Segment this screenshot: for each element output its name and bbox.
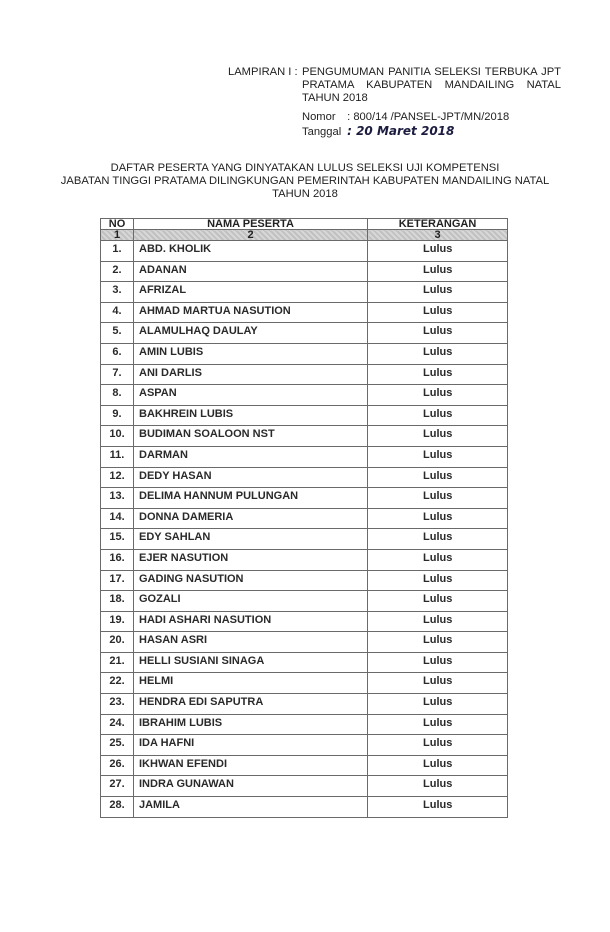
table-row xyxy=(101,652,508,673)
table-row xyxy=(101,385,508,406)
status: Lulus xyxy=(368,673,508,694)
header-no: NO xyxy=(101,219,134,230)
nomor-label: Nomor xyxy=(302,111,336,123)
status: Lulus xyxy=(368,302,508,323)
status: Lulus xyxy=(368,364,508,385)
row-number: 4. xyxy=(101,302,134,323)
participant-name: ALAMULHAQ DAULAY xyxy=(134,323,368,344)
table-row xyxy=(101,467,508,488)
participant-name: BAKHREIN LUBIS xyxy=(134,405,368,426)
row-number: 10. xyxy=(101,426,134,447)
lampiran-header xyxy=(228,66,561,105)
status: Lulus xyxy=(368,611,508,632)
status: Lulus xyxy=(368,343,508,364)
row-number: 5. xyxy=(101,323,134,344)
table-row xyxy=(101,241,508,262)
participant-name: GADING NASUTION xyxy=(134,570,368,591)
participant-name: HELLI SUSIANI SINAGA xyxy=(134,652,368,673)
participant-name: DONNA DAMERIA xyxy=(134,508,368,529)
column-number: 3 xyxy=(368,230,508,241)
table-row xyxy=(101,426,508,447)
row-number: 24. xyxy=(101,714,134,735)
row-number: 2. xyxy=(101,261,134,282)
table-row xyxy=(101,797,508,818)
status: Lulus xyxy=(368,549,508,570)
participant-name: EJER NASUTION xyxy=(134,549,368,570)
title-line-1: DAFTAR PESERTA YANG DINYATAKAN LULUS SELEKSI UJI KOMPETENSI xyxy=(110,162,500,174)
table-row xyxy=(101,508,508,529)
status: Lulus xyxy=(368,405,508,426)
row-number: 8. xyxy=(101,385,134,406)
participant-name: ANI DARLIS xyxy=(134,364,368,385)
lampiran-line-2: PRATAMA KABUPATEN MANDAILING NATAL xyxy=(302,79,561,91)
participant-name: ASPAN xyxy=(134,385,368,406)
tanggal-label: Tanggal xyxy=(302,126,342,138)
participant-name: AHMAD MARTUA NASUTION xyxy=(134,302,368,323)
status: Lulus xyxy=(368,652,508,673)
nomor-line xyxy=(302,111,509,123)
tanggal-value: : 20 Maret 2018 xyxy=(347,124,455,138)
status: Lulus xyxy=(368,570,508,591)
table-row xyxy=(101,529,508,550)
participant-name: HELMI xyxy=(134,673,368,694)
lampiran-line-1: PENGUMUMAN PANITIA SELEKSI TERBUKA JPT xyxy=(302,66,561,78)
participant-name: BUDIMAN SOALOON NST xyxy=(134,426,368,447)
row-number: 26. xyxy=(101,755,134,776)
status: Lulus xyxy=(368,488,508,509)
table-row xyxy=(101,302,508,323)
document-title xyxy=(40,162,570,201)
table-row xyxy=(101,405,508,426)
status: Lulus xyxy=(368,529,508,550)
table-row xyxy=(101,591,508,612)
table-row xyxy=(101,446,508,467)
row-number: 20. xyxy=(101,632,134,653)
title-line-2: JABATAN TINGGI PRATAMA DILINGKUNGAN PEMERINTAH KABUPATEN MANDAILING NATAL xyxy=(60,175,550,187)
row-number: 21. xyxy=(101,652,134,673)
row-number: 25. xyxy=(101,735,134,756)
row-number: 14. xyxy=(101,508,134,529)
header-keterangan: KETERANGAN xyxy=(368,219,508,230)
table-row xyxy=(101,694,508,715)
table-header-row xyxy=(101,219,508,230)
row-number: 6. xyxy=(101,343,134,364)
status: Lulus xyxy=(368,508,508,529)
row-number: 7. xyxy=(101,364,134,385)
table-row xyxy=(101,323,508,344)
row-number: 11. xyxy=(101,446,134,467)
table-row xyxy=(101,632,508,653)
row-number: 27. xyxy=(101,776,134,797)
row-number: 22. xyxy=(101,673,134,694)
tanggal-line xyxy=(302,124,454,138)
column-number: 2 xyxy=(134,230,368,241)
row-number: 17. xyxy=(101,570,134,591)
status: Lulus xyxy=(368,735,508,756)
row-number: 9. xyxy=(101,405,134,426)
table-row xyxy=(101,714,508,735)
status: Lulus xyxy=(368,261,508,282)
header-nama: NAMA PESERTA xyxy=(134,219,368,230)
status: Lulus xyxy=(368,591,508,612)
title-line-3: TAHUN 2018 xyxy=(272,188,338,200)
participants-table xyxy=(100,218,508,818)
table-row xyxy=(101,673,508,694)
status: Lulus xyxy=(368,755,508,776)
table-row xyxy=(101,488,508,509)
nomor-value: : 800/14 /PANSEL-JPT/MN/2018 xyxy=(347,111,510,123)
participant-name: EDY SAHLAN xyxy=(134,529,368,550)
row-number: 1. xyxy=(101,241,134,262)
row-number: 18. xyxy=(101,591,134,612)
row-number: 28. xyxy=(101,797,134,818)
participant-name: ABD. KHOLIK xyxy=(134,241,368,262)
row-number: 15. xyxy=(101,529,134,550)
column-number-row xyxy=(101,230,508,241)
participant-name: IDA HAFNI xyxy=(134,735,368,756)
status: Lulus xyxy=(368,694,508,715)
participant-name: HADI ASHARI NASUTION xyxy=(134,611,368,632)
table-row xyxy=(101,735,508,756)
status: Lulus xyxy=(368,446,508,467)
table-row xyxy=(101,282,508,303)
status: Lulus xyxy=(368,797,508,818)
status: Lulus xyxy=(368,241,508,262)
participant-name: DARMAN xyxy=(134,446,368,467)
table-row xyxy=(101,364,508,385)
participant-name: ADANAN xyxy=(134,261,368,282)
participant-name: HENDRA EDI SAPUTRA xyxy=(134,694,368,715)
participant-name: IKHWAN EFENDI xyxy=(134,755,368,776)
participant-name: INDRA GUNAWAN xyxy=(134,776,368,797)
status: Lulus xyxy=(368,467,508,488)
participant-name: JAMILA xyxy=(134,797,368,818)
table-row xyxy=(101,570,508,591)
status: Lulus xyxy=(368,776,508,797)
participant-name: IBRAHIM LUBIS xyxy=(134,714,368,735)
participant-name: HASAN ASRI xyxy=(134,632,368,653)
participant-name: AFRIZAL xyxy=(134,282,368,303)
table-row xyxy=(101,343,508,364)
status: Lulus xyxy=(368,426,508,447)
participant-name: AMIN LUBIS xyxy=(134,343,368,364)
row-number: 23. xyxy=(101,694,134,715)
lampiran-label: LAMPIRAN I : xyxy=(228,66,298,78)
row-number: 19. xyxy=(101,611,134,632)
row-number: 13. xyxy=(101,488,134,509)
row-number: 3. xyxy=(101,282,134,303)
status: Lulus xyxy=(368,714,508,735)
column-number: 1 xyxy=(101,230,134,241)
participant-name: DELIMA HANNUM PULUNGAN xyxy=(134,488,368,509)
status: Lulus xyxy=(368,282,508,303)
participant-name: DEDY HASAN xyxy=(134,467,368,488)
table-row xyxy=(101,611,508,632)
table-row xyxy=(101,776,508,797)
row-number: 16. xyxy=(101,549,134,570)
table-row xyxy=(101,549,508,570)
status: Lulus xyxy=(368,385,508,406)
status: Lulus xyxy=(368,632,508,653)
row-number: 12. xyxy=(101,467,134,488)
participant-name: GOZALI xyxy=(134,591,368,612)
table-row xyxy=(101,261,508,282)
table-row xyxy=(101,755,508,776)
status: Lulus xyxy=(368,323,508,344)
lampiran-line-3: TAHUN 2018 xyxy=(302,92,368,104)
